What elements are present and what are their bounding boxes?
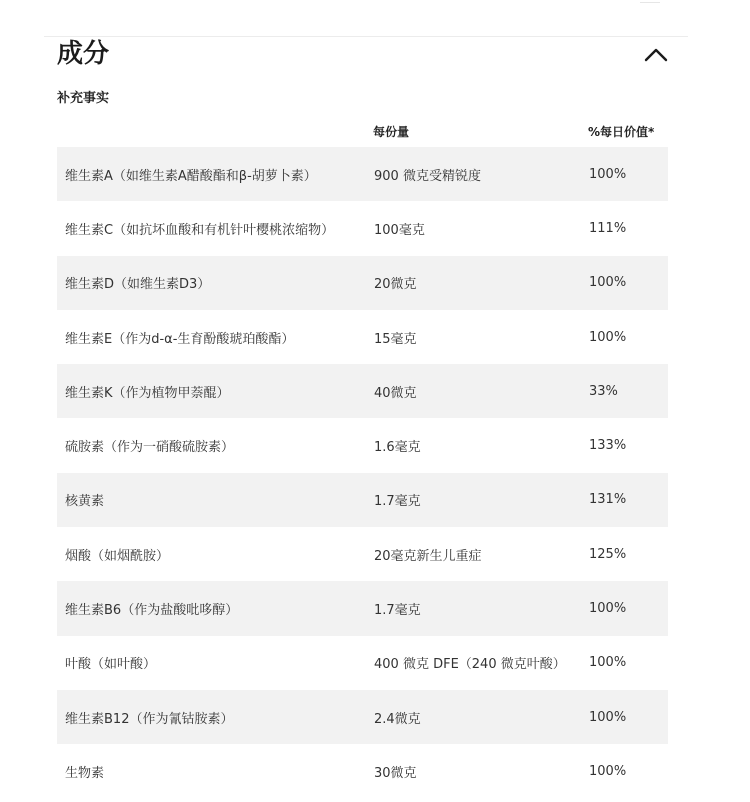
daily-value-percent: 100% [589, 601, 627, 617]
section-title: 成分 [57, 39, 110, 69]
amount-per-serving: 15毫克 [374, 331, 417, 347]
table-header [57, 119, 668, 147]
table-row [57, 473, 668, 527]
table-row [57, 256, 668, 310]
nutrient-name: 生物素 [65, 765, 105, 781]
header-daily-value: %每日价值* [588, 125, 655, 139]
amount-per-serving: 400 微克 DFE（240 微克叶酸） [374, 657, 566, 673]
amount-per-serving: 900 微克受精锐度 [374, 168, 481, 184]
header-amount-per-serving: 每份量 [373, 125, 410, 139]
daily-value-percent: 100% [589, 329, 627, 345]
nutrient-name: 叶酸（如叶酸） [65, 657, 157, 673]
chevron-up-icon [642, 41, 670, 69]
section-header[interactable] [44, 37, 688, 93]
daily-value-percent: 100% [589, 709, 627, 725]
supplement-facts-label: 补充事实 [57, 91, 110, 106]
daily-value-percent: 131% [589, 492, 627, 508]
ingredients-section [44, 36, 688, 93]
nutrient-name: 核黄素 [65, 494, 105, 510]
nutrient-name: 烟酸（如烟酰胺） [65, 548, 170, 564]
daily-value-percent: 100% [589, 275, 627, 291]
nutrient-name: 维生素B6（作为盐酸吡哆醇） [65, 603, 239, 619]
nutrient-name: 维生素C（如抗坏血酸和有机针叶樱桃浓缩物） [65, 222, 335, 238]
table-row [57, 527, 668, 581]
supplement-facts-table [57, 119, 668, 799]
daily-value-percent: 100% [589, 655, 627, 671]
daily-value-percent: 125% [589, 546, 627, 562]
table-row [57, 690, 668, 744]
collapse-button[interactable] [642, 41, 670, 69]
amount-per-serving: 20微克 [374, 277, 417, 293]
amount-per-serving: 100毫克 [374, 222, 425, 238]
amount-per-serving: 1.7毫克 [374, 603, 421, 619]
nutrient-name: 维生素A（如维生素A醋酸酯和β-胡萝卜素） [65, 168, 317, 184]
nutrient-name: 维生素D（如维生素D3） [65, 277, 211, 293]
table-row [57, 418, 668, 472]
table-row [57, 364, 668, 418]
amount-per-serving: 1.7毫克 [374, 494, 421, 510]
amount-per-serving: 20毫克新生儿重症 [374, 548, 482, 564]
daily-value-percent: 111% [589, 220, 627, 236]
nutrient-name: 维生素K（作为植物甲萘醌） [65, 385, 230, 401]
table-row [57, 201, 668, 255]
table-row [57, 581, 668, 635]
daily-value-percent: 100% [589, 763, 627, 779]
daily-value-percent: 100% [589, 166, 627, 182]
nutrient-name: 维生素E（作为d-α-生育酚酸琥珀酸酯） [65, 331, 295, 347]
amount-per-serving: 1.6毫克 [374, 440, 421, 456]
nutrient-name: 硫胺素（作为一硝酸硫胺素） [65, 440, 235, 456]
daily-value-percent: 133% [589, 438, 627, 454]
table-row [57, 147, 668, 201]
table-row [57, 636, 668, 690]
top-divider-fragment [640, 0, 660, 3]
nutrient-name: 维生素B12（作为氰钴胺素） [65, 711, 234, 727]
amount-per-serving: 30微克 [374, 765, 417, 781]
table-body [57, 147, 668, 799]
amount-per-serving: 2.4微克 [374, 711, 421, 727]
table-row [57, 310, 668, 364]
amount-per-serving: 40微克 [374, 385, 417, 401]
table-row [57, 744, 668, 798]
daily-value-percent: 33% [589, 383, 618, 399]
